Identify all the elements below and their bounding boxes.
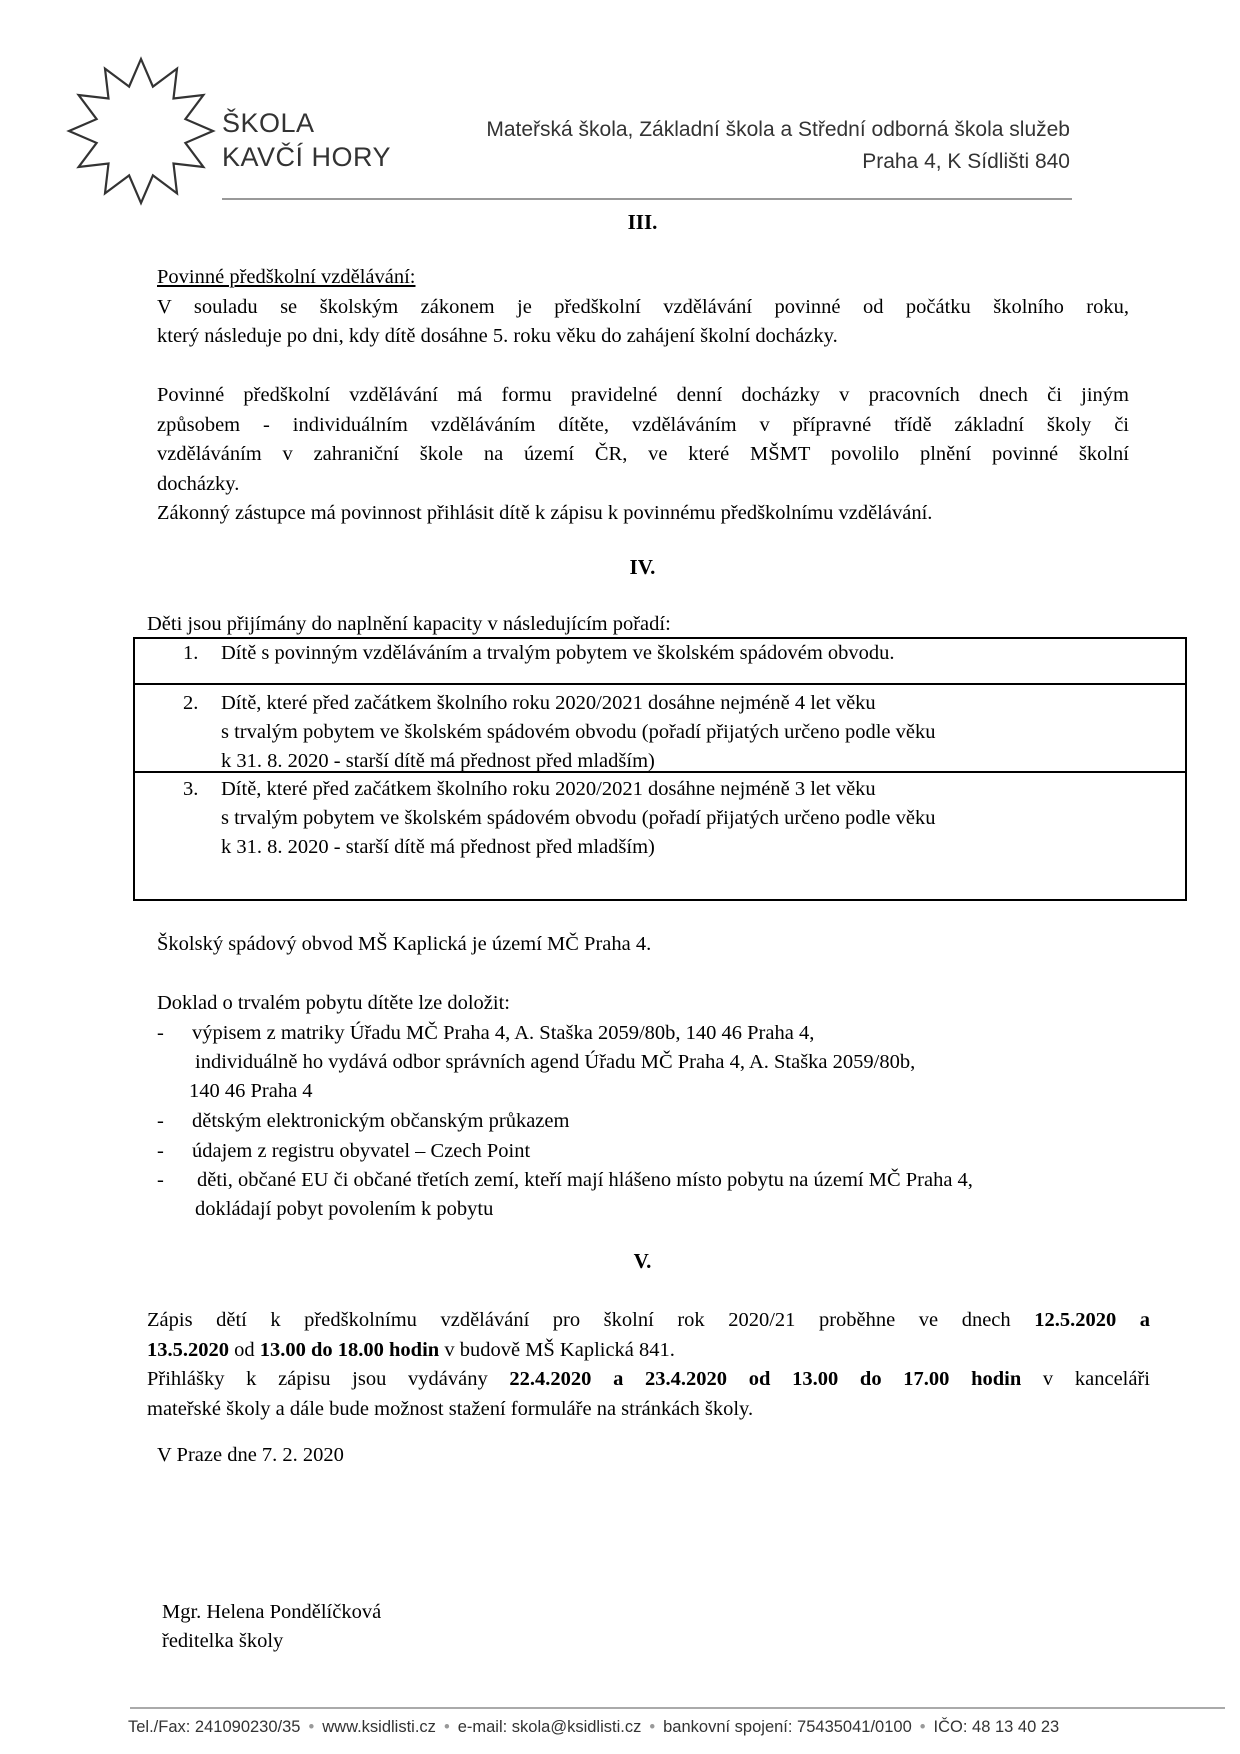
item-number: 1. <box>183 642 199 664</box>
paragraph-line: který následuje po dni, kdy dítě dosáhne 5. roku věku do zahájení školní docházky. <box>157 325 838 347</box>
admission-intro: Děti jsou přijímány do naplnění kapacity v následujícím pořadí: <box>147 613 671 635</box>
list-item-text: dětským elektronickým občanským průkazem <box>192 1110 570 1132</box>
paragraph-line: způsobem - individuálním vzděláváním dítěte, vzděláváním v přípravné třídě základní školy či <box>157 413 1129 436</box>
signatory-name: Mgr. Helena Pondělíčková <box>162 1601 382 1623</box>
paragraph-line: Zákonný zástupce má povinnost přihlásit dítě k zápisu k povinnému předškolnímu vzdělávání. <box>157 502 933 524</box>
item-text: Dítě, které před začátkem školního roku 2020/2021 dosáhne nejméně 4 let věku <box>221 692 876 714</box>
list-item-text: údajem z registru obyvatel – Czech Point <box>192 1139 531 1162</box>
paragraph-line <box>147 1365 1150 1395</box>
section-heading-iv: IV. <box>629 555 656 579</box>
footer-email: e-mail: skola@ksidlisti.cz <box>457 1718 642 1736</box>
list-item <box>157 1166 1157 1225</box>
paragraph-line: mateřské školy a dále bude možnost stažení formuláře na stránkách školy. <box>147 1397 754 1420</box>
text-span: od <box>229 1338 260 1361</box>
list-bullet: - <box>157 1021 164 1044</box>
list-item-text: děti, občané EU či občané třetích zemí, kteří mají hlášeno místo pobytu na území MČ Praha 4, <box>197 1169 973 1191</box>
list-item-text: individuálně ho vydává odbor správních agend Úřadu MČ Praha 4, A. Staška 2059/80b, <box>195 1050 916 1073</box>
text-span: v budově MŠ Kaplická 841. <box>439 1338 675 1361</box>
enrollment-date-end: 13.5.2020 <box>147 1338 229 1361</box>
list-item-text: dokládají pobyt povolením k pobytu <box>195 1198 494 1220</box>
logo-text-line2: KAVČÍ HORY <box>222 142 392 172</box>
list-item-text: výpisem z matriky Úřadu MČ Praha 4, A. Staška 2059/80b, 140 46 Praha 4, <box>192 1021 815 1044</box>
item-text: s trvalým pobytem ve školském spádovém obvodu (pořadí přijatých určeno podle věku <box>221 807 936 829</box>
list-item <box>157 1107 1157 1137</box>
text-span: Zápis dětí k předškolnímu vzdělávání pro školní rok 2020/21 proběhne ve dnech <box>147 1309 1035 1331</box>
school-logo-star <box>66 56 216 206</box>
enrollment-info <box>147 1306 1150 1424</box>
signatory-role: ředitelka školy <box>162 1630 284 1652</box>
district-statement: Školský spádový obvod MŠ Kaplická je území MČ Praha 4. <box>157 933 652 955</box>
section-iii-title: Povinné předškolní vzdělávání: <box>157 266 416 288</box>
paragraph-line <box>147 1336 1150 1366</box>
item-text: s trvalým pobytem ve školském spádovém obvodu (pořadí přijatých určeno podle věku <box>221 721 936 743</box>
proof-of-residence <box>157 989 1157 1225</box>
item-text: Dítě, které před začátkem školního roku 2020/2021 dosáhne nejméně 3 let věku <box>221 778 876 800</box>
list-bullet: - <box>157 1139 164 1162</box>
paragraph-line <box>147 1306 1150 1336</box>
section-heading-v: V. <box>633 1249 652 1273</box>
table-row-divider <box>135 683 1185 685</box>
paragraph-line: docházky. <box>157 472 240 495</box>
paragraph-line: Povinné předškolní vzdělávání má formu pravidelné denní docházky v pracovních dnech či jiným <box>157 384 1129 406</box>
text-span: Přihlášky k zápisu jsou vydávány <box>147 1368 510 1390</box>
proof-intro: Doklad o trvalém pobytu dítěte lze doložit: <box>157 992 510 1014</box>
footer-separator: • <box>443 1718 450 1736</box>
logo-text-line1: ŠKOLA <box>222 108 315 138</box>
section-iii-body <box>157 263 1129 529</box>
paragraph-line: vzděláváním v zahraniční škole na území ČR, ve které MŠMT povolilo plnění povinné školní <box>157 443 1129 465</box>
footer-separator: • <box>308 1718 315 1736</box>
footer-bank: bankovní spojení: 75435041/0100 <box>663 1718 912 1736</box>
footer-separator: • <box>649 1718 656 1736</box>
footer-website: www.ksidlisti.cz <box>322 1718 436 1736</box>
item-text: Dítě s povinným vzděláváním a trvalým pobytem ve školském spádovém obvodu. <box>221 642 895 664</box>
list-item-text: 140 46 Praha 4 <box>189 1079 313 1102</box>
header-divider <box>222 198 1072 200</box>
footer-phone: Tel./Fax: 241090230/35 <box>128 1718 301 1736</box>
item-number: 3. <box>183 778 199 800</box>
enrollment-date-start: 12.5.2020 a <box>1034 1309 1151 1331</box>
place-date: V Praze dne 7. 2. 2020 <box>157 1444 344 1466</box>
footer-ico: IČO: 48 13 40 23 <box>933 1718 1060 1736</box>
list-item <box>157 1019 1157 1108</box>
text-span: v kanceláři <box>1021 1368 1150 1390</box>
org-address: Praha 4, K Sídlišti 840 <box>862 150 1070 173</box>
list-item <box>157 1137 1157 1167</box>
admission-order-table <box>133 637 1187 901</box>
footer-contacts <box>128 1718 1059 1737</box>
list-bullet: - <box>157 1169 164 1191</box>
org-name: Mateřská škola, Základní škola a Střední odborná škola služeb <box>486 118 1070 141</box>
item-text: k 31. 8. 2020 - starší dítě má přednost před mladším) <box>221 836 655 858</box>
list-bullet: - <box>157 1110 164 1132</box>
enrollment-hours: 13.00 do 18.00 hodin <box>259 1338 440 1361</box>
footer-divider <box>130 1707 1225 1709</box>
application-dates: 22.4.2020 a 23.4.2020 od 13.00 do 17.00 hodin <box>509 1368 1022 1390</box>
section-heading-iii: III. <box>627 210 658 234</box>
item-number: 2. <box>183 692 199 714</box>
item-text: k 31. 8. 2020 - starší dítě má přednost před mladším) <box>221 750 655 772</box>
footer-separator: • <box>919 1718 926 1736</box>
paragraph-line: V souladu se školským zákonem je předškolní vzdělávání povinné od počátku školního roku, <box>157 295 1129 318</box>
